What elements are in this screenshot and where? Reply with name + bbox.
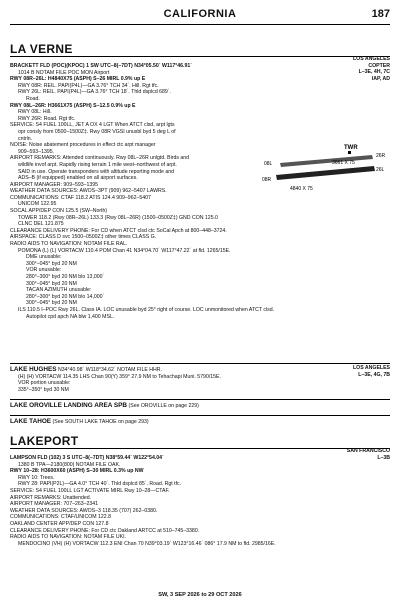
text-line: 300°–045° byd 20 NM: [26, 300, 77, 307]
text-line: SAID in use. Operate transponders with altitude reporting mode and: [18, 168, 175, 175]
text-line: RWY 10: Trees.: [18, 474, 55, 481]
text-line: Road.: [26, 95, 40, 102]
runway-08R-26L: [276, 166, 375, 180]
text-line: 1380 B TPA—2180(800) NOTAM FILE OAK.: [18, 461, 121, 468]
chart-ref: L–3E, 4G, 7B: [358, 371, 390, 378]
page-header: [10, 8, 390, 25]
lake-tahoe-section: [10, 415, 390, 426]
cross-reference: (See OROVILLE on page 229): [128, 403, 199, 409]
city-heading: LAKEPORT: [10, 434, 79, 448]
runway-dimension-1: 3661 X 75: [332, 160, 355, 166]
divider: [10, 448, 390, 449]
text-line: POMONA (L) (L) VORTACW 110.4 POM Chan 41 N34°04.70´ W117°47.22´ at fld. 1265/15E.: [18, 247, 231, 254]
text-line: RWY 10–28: H3600X60 (ASPH) S–30 MIRL 0.3% up NW: [10, 468, 144, 475]
text-line: 300°–045° byd 20 NM: [26, 280, 77, 287]
chart-ref: IAP, AD: [371, 75, 390, 82]
text-line: RWY 08L: Hill.: [18, 109, 52, 116]
text-line: COMMUNICATIONS: CTAF/UNICOM 122.8: [10, 514, 111, 521]
text-line: AIRPORT REMARKS: Attended continuously. Rwy 08L–26R unlgtd. Birds and: [10, 155, 190, 162]
text-line: AIRSPACE: CLASS D svc 1500–0500Z‡ other times CLASS G.: [10, 234, 157, 241]
text-line: MENDOCINO (VH) (H) VORTACW 112.3 ENI Chan 70 N39°03.19´ W123°16.46´ 086° 17.9 NM to fld. 2985/16E.: [18, 540, 276, 547]
chart-refs: [347, 448, 390, 461]
text-line: 280°–300° byd 20 NM blo 14,000´: [26, 293, 105, 300]
text-line: 1014 B NOTAM FILE POC MON Airport: [18, 69, 110, 76]
text-line: ILS 110.5 I–POC Rwy 26L. Class IA. LOC unusable byd 25° right of course. LOC unmonitored when ATCT clsd.: [18, 306, 275, 313]
navaid-location: N34°40.98´ W118°34.62´ NOTAM FILE HHR.: [57, 367, 162, 373]
lake-tahoe-title: LAKE TAHOE: [10, 418, 52, 425]
text-line: VOR portion unusable:: [18, 380, 71, 387]
airport-line: LAMPSON FLD (102) 3 S UTC–8(–7DT) N38°59.44´ W122°54.04´: [10, 455, 164, 461]
text-line: cntrln.: [18, 135, 33, 142]
lake-oroville-section: [10, 399, 390, 410]
city-heading: LA VERNE: [10, 42, 73, 56]
text-line: UNICOM 122.95: [18, 201, 57, 208]
chart-ref: COPTER: [368, 62, 390, 69]
text-line: SERVICE: S4 FUEL 100LL LGT ACTIVATE MIRL Rwy 10–28—CTAF.: [10, 487, 170, 494]
navaid-heading: [10, 367, 390, 374]
text-line: 280°–300° byd 20 NM blo 13,000´: [26, 274, 105, 280]
text-line: TOWER 118.2 (Rwy 08R–26L) 133.3 (Rwy 08L–26R) (1500–0500Z‡) GND CON 125.0: [18, 214, 218, 221]
text-line: wildlife invof arpt. Rapidly rising terrain 1 mile west–northwest of arpt.: [18, 161, 177, 168]
text-line: SERVICE: S4 FUEL 100LL, JET A OX 4 LGT When ATCT clsd, arpt lgts: [10, 122, 175, 129]
text-line: 335°–350° byd 30 NM: [18, 386, 69, 393]
cross-reference: (See SOUTH LAKE TAHOE on page 293): [52, 419, 149, 425]
runway-end-label: 08L: [264, 161, 273, 167]
chart-ref: LOS ANGELES: [353, 365, 390, 371]
chart-refs: [353, 56, 390, 82]
text-line: RWY 26R: Road. Rgt tfc.: [18, 115, 76, 122]
text-line: WEATHER DATA SOURCES: AWOS–3PT (909) 962–5407 LAWRS.: [10, 188, 167, 195]
text-line: CLEARANCE DELIVERY PHONE: For CD when ATCT clsd ctc SoCal Apch at 800–448–3724.: [10, 227, 227, 234]
divider: [10, 56, 390, 57]
runway-end-label: 08R: [262, 177, 272, 183]
text-line: CLNC DEL 121.875: [18, 221, 64, 228]
text-line: RADIO AIDS TO NAVIGATION: NOTAM FILE RAL.: [10, 241, 128, 248]
text-line: RADIO AIDS TO NAVIGATION: NOTAM FILE UKI.: [10, 534, 126, 541]
text-line: AIRPORT MANAGER: 707–263–2341: [10, 501, 99, 508]
text-line: 909–593–1395.: [18, 148, 55, 155]
text-line: TACAN AZIMUTH unusable:: [26, 287, 92, 294]
page-number: 187: [371, 8, 390, 20]
text-line: WEATHER DATA SOURCES: AWOS–3 118.35 (707) 262–0380.: [10, 507, 158, 514]
text-line: Autopilot cpd apch NA blw 1,400 MSL.: [26, 313, 115, 320]
text-line: 300°–045° byd 20 NM: [26, 260, 77, 267]
tower-label: TWR: [344, 145, 358, 151]
effective-dates: SW, 3 SEP 2026 to 29 OCT 2026: [158, 592, 242, 598]
text-line: RWY 26L: REIL. PAPI(P4L)—GA 3.76° TCH 18´. Thld dsplcd 689´.: [18, 89, 171, 96]
text-line: ADS–B (if equipped) enabled on all airport surfaces.: [18, 175, 138, 182]
chart-ref: L–3E, 4H, 7C: [358, 69, 390, 76]
text-line: RWY 28: PAPI(P2L)—GA 4.0° TCH 40´. Thld dsplcd 85´. Road. Rgt tfc.: [18, 481, 182, 488]
runway-end-label: 26L: [376, 167, 385, 173]
runway-dimension-2: 4840 X 75: [290, 186, 313, 192]
text-line: COMMUNICATIONS: CTAF 118.2 ATIS 124.4 909–962–5407: [10, 194, 151, 201]
seaplane-base-title: LAKE OROVILLE LANDING AREA SPB: [10, 402, 128, 409]
text-line: OAKLAND CENTER APP/DEP CON 127.8: [10, 520, 109, 527]
divider: [10, 399, 390, 400]
divider: [10, 415, 390, 416]
text-line: RWY 08L–26R: H3661X75 (ASPH) S–12.5 0.9% up E: [10, 102, 136, 109]
state-title: CALIFORNIA: [163, 8, 237, 20]
navaid-details: [10, 371, 390, 394]
runway-08L-26R: [280, 155, 373, 167]
lakeport-section: [10, 434, 390, 547]
airport-line: BRACKETT FLD (POC)(KPOC) 1 SW UTC–8(–7DT) N34°05.50´ W117°46.91´: [10, 63, 193, 69]
text-line: CLEARANCE DELIVERY PHONE: For CD ctc Oakland ARTCC at 510–745–3380.: [10, 527, 200, 534]
tower-icon: [348, 151, 351, 154]
text-line: (H) (H) VORTACW 114.35 LHS Chan 90(Y) 359° 27.9 NM to Tehachapi Muni. 5790/15E.: [18, 373, 221, 380]
lake-hughes-section: [10, 363, 390, 393]
text-line: DME unusable:: [26, 254, 62, 261]
text-line: SOCAL APP/DEP CON 125.5 (SW–North): [10, 208, 108, 215]
airport-details: [10, 462, 390, 548]
navaid-title: LAKE HUGHES: [10, 366, 57, 373]
runway-end-label: 26R: [376, 153, 386, 159]
chart-refs: [353, 365, 390, 378]
text-line: AIRPORT MANAGER: 909–593–1395: [10, 181, 99, 188]
text-line: NOISE: Noise abatement procedures in effect ctc arpt manager: [10, 142, 156, 149]
airport-diagram: [260, 135, 388, 199]
text-line: VOR unusable:: [26, 267, 62, 274]
text-line: opr consly from 0500–1500Z‡. Rwy 08R VGSI unusbl byd 5 deg L of: [18, 128, 176, 135]
chart-ref: SAN FRANCISCO: [346, 448, 390, 454]
divider: [10, 363, 390, 364]
chart-ref: L–3B: [377, 454, 390, 461]
chart-ref: LOS ANGELES: [353, 56, 390, 62]
text-line: AIRPORT REMARKS: Unattended.: [10, 494, 92, 501]
text-line: RWY 08R: REIL. PAPI(P4L)—GA 3.76° TCH 34´. Hill. Rgt tfc.: [18, 82, 159, 89]
text-line: RWY 08R–26L: H4840X75 (ASPH) S–26 MIRL 0.9% up E: [10, 76, 146, 83]
